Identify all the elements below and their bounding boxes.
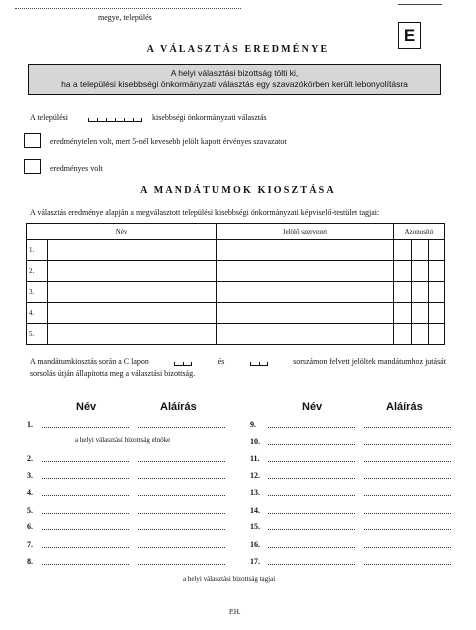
mandates-intro: A választás eredménye alapján a megválasztott települési kisebbségi önkormányzati képviselő-testület tagjai: [30, 208, 380, 217]
org-cell[interactable] [217, 303, 394, 324]
signature-sign-field[interactable] [364, 564, 451, 565]
id-cell[interactable] [393, 303, 411, 324]
signature-row-number: 4. [27, 488, 33, 497]
signature-sign-field[interactable] [138, 547, 225, 548]
signature-name-field[interactable] [42, 513, 129, 514]
signature-row-number: 5. [27, 506, 33, 515]
org-cell[interactable] [217, 240, 394, 261]
signature-sign-field[interactable] [364, 427, 451, 428]
signature-row-number: 3. [27, 471, 33, 480]
left-name-header: Név [76, 401, 97, 413]
signature-row-number: 1. [27, 420, 33, 429]
stamp-placeholder: P.H. [229, 608, 241, 616]
signature-name-field[interactable] [42, 529, 129, 530]
signature-row-number: 11. [250, 454, 260, 463]
lottery-field-1[interactable] [174, 357, 192, 366]
signature-name-field[interactable] [268, 478, 355, 479]
signature-name-field[interactable] [268, 529, 355, 530]
signature-name-field[interactable] [268, 564, 355, 565]
signature-row-number: 7. [27, 540, 33, 549]
minority-code-field[interactable] [88, 113, 142, 122]
form-letter: E [403, 25, 416, 45]
signature-sign-field[interactable] [364, 461, 451, 462]
signature-sign-field[interactable] [364, 513, 451, 514]
org-cell[interactable] [217, 261, 394, 282]
signature-name-field[interactable] [42, 564, 129, 565]
name-cell[interactable] [48, 261, 217, 282]
mandates-title: A MANDÁTUMOK KIOSZTÁSA [140, 185, 336, 196]
signature-name-field[interactable] [268, 461, 355, 462]
id-cell[interactable] [428, 303, 444, 324]
signature-sign-field[interactable] [364, 444, 451, 445]
signature-sign-field[interactable] [364, 529, 451, 530]
id-cell[interactable] [428, 282, 444, 303]
signature-sign-field[interactable] [364, 547, 451, 548]
signature-row-number: 8. [27, 557, 33, 566]
option-unsuccessful-checkbox[interactable] [24, 133, 41, 148]
signature-sign-field[interactable] [364, 495, 451, 496]
signature-sign-field[interactable] [138, 529, 225, 530]
signature-row-number: 6. [27, 522, 33, 531]
lottery-line-1 [30, 357, 446, 366]
id-cell[interactable] [412, 240, 428, 261]
signature-sign-field[interactable] [364, 478, 451, 479]
instruction-banner [28, 64, 441, 95]
signature-sign-field[interactable] [138, 564, 225, 565]
org-cell[interactable] [217, 324, 394, 345]
table-row [27, 282, 445, 303]
members-label: a helyi választási bizottság tagjai [183, 575, 276, 583]
name-cell[interactable] [48, 303, 217, 324]
signature-name-field[interactable] [42, 547, 129, 548]
id-cell[interactable] [412, 324, 428, 345]
signature-name-field[interactable] [42, 478, 129, 479]
id-cell[interactable] [393, 261, 411, 282]
signature-row-number: 14. [250, 506, 260, 515]
signature-name-field[interactable] [42, 461, 129, 462]
signature-row-number: 2. [27, 454, 33, 463]
right-name-header: Név [302, 401, 323, 413]
table-row [27, 261, 445, 282]
signature-sign-field[interactable] [138, 427, 225, 428]
row-number: 4. [27, 303, 48, 324]
signature-sign-field[interactable] [138, 513, 225, 514]
id-cell[interactable] [412, 303, 428, 324]
row-number: 1. [27, 240, 48, 261]
id-cell[interactable] [412, 261, 428, 282]
signature-row-number: 15. [250, 522, 260, 531]
signature-name-field[interactable] [268, 547, 355, 548]
banner-line-1: A helyi választási bizottság tölti ki, [170, 68, 299, 78]
signature-row-number: 13. [250, 488, 260, 497]
row-number: 3. [27, 282, 48, 303]
signature-row-number: 12. [250, 471, 260, 480]
location-field[interactable] [15, 8, 241, 9]
col-nominating-org: Jelölő szervezet [217, 224, 394, 240]
id-cell[interactable] [428, 240, 444, 261]
option-successful-label: eredményes volt [50, 164, 103, 173]
row-number: 5. [27, 324, 48, 345]
corner-mark [398, 0, 442, 5]
signature-name-field[interactable] [42, 495, 129, 496]
lottery-text-b: és [217, 357, 225, 366]
option-unsuccessful-label: eredménytelen volt, mert 5-nél kevesebb jelölt kapott érvényes szavazatot [50, 137, 287, 146]
intro-line [30, 113, 267, 122]
lottery-field-2[interactable] [250, 357, 268, 366]
table-row [27, 303, 445, 324]
page-title: A VÁLASZTÁS EREDMÉNYE [146, 44, 330, 55]
signature-name-field[interactable] [268, 513, 355, 514]
signature-name-field[interactable] [42, 427, 129, 428]
left-signature-header: Aláírás [160, 401, 197, 413]
id-cell[interactable] [393, 282, 411, 303]
name-cell[interactable] [48, 324, 217, 345]
id-cell[interactable] [428, 261, 444, 282]
banner-line-2: ha a települési kisebbségi önkormányzati választás egy szavazókörben került lebonyolításra [61, 79, 408, 89]
lottery-line-2: sorsolás útján állapította meg a választási bizottság. [30, 369, 196, 378]
right-signature-header: Aláírás [386, 401, 423, 413]
chair-label: a helyi választási bizottság elnöke [75, 436, 171, 444]
table-row [27, 324, 445, 345]
id-cell[interactable] [412, 282, 428, 303]
id-cell[interactable] [393, 324, 411, 345]
signature-sign-field[interactable] [138, 461, 225, 462]
id-cell[interactable] [428, 324, 444, 345]
intro-prefix: A települési [30, 113, 68, 122]
org-cell[interactable] [217, 282, 394, 303]
lottery-text-c: sorszámon felvett jelöltek mandátumhoz jutását [293, 357, 446, 366]
name-cell[interactable] [48, 282, 217, 303]
id-cell[interactable] [393, 240, 411, 261]
intro-suffix: kisebbségi önkormányzati választás [152, 113, 267, 122]
name-cell[interactable] [48, 240, 217, 261]
option-successful-checkbox[interactable] [24, 159, 41, 174]
signature-row-number: 10. [250, 437, 260, 446]
lottery-text-a: A mandátumkiosztás során a C lapon [30, 357, 149, 366]
col-name: Név [27, 224, 217, 240]
signature-name-field[interactable] [268, 495, 355, 496]
location-label: megye, település [98, 13, 152, 22]
signature-name-field[interactable] [268, 427, 355, 428]
signature-row-number: 9. [250, 420, 256, 429]
signature-row-number: 16. [250, 540, 260, 549]
row-number: 2. [27, 261, 48, 282]
table-row [27, 240, 445, 261]
signature-row-number: 17. [250, 557, 260, 566]
signature-sign-field[interactable] [138, 478, 225, 479]
col-identifier: Azonosító [393, 224, 444, 240]
signature-sign-field[interactable] [138, 495, 225, 496]
members-table [26, 223, 445, 345]
signature-name-field[interactable] [268, 444, 355, 445]
